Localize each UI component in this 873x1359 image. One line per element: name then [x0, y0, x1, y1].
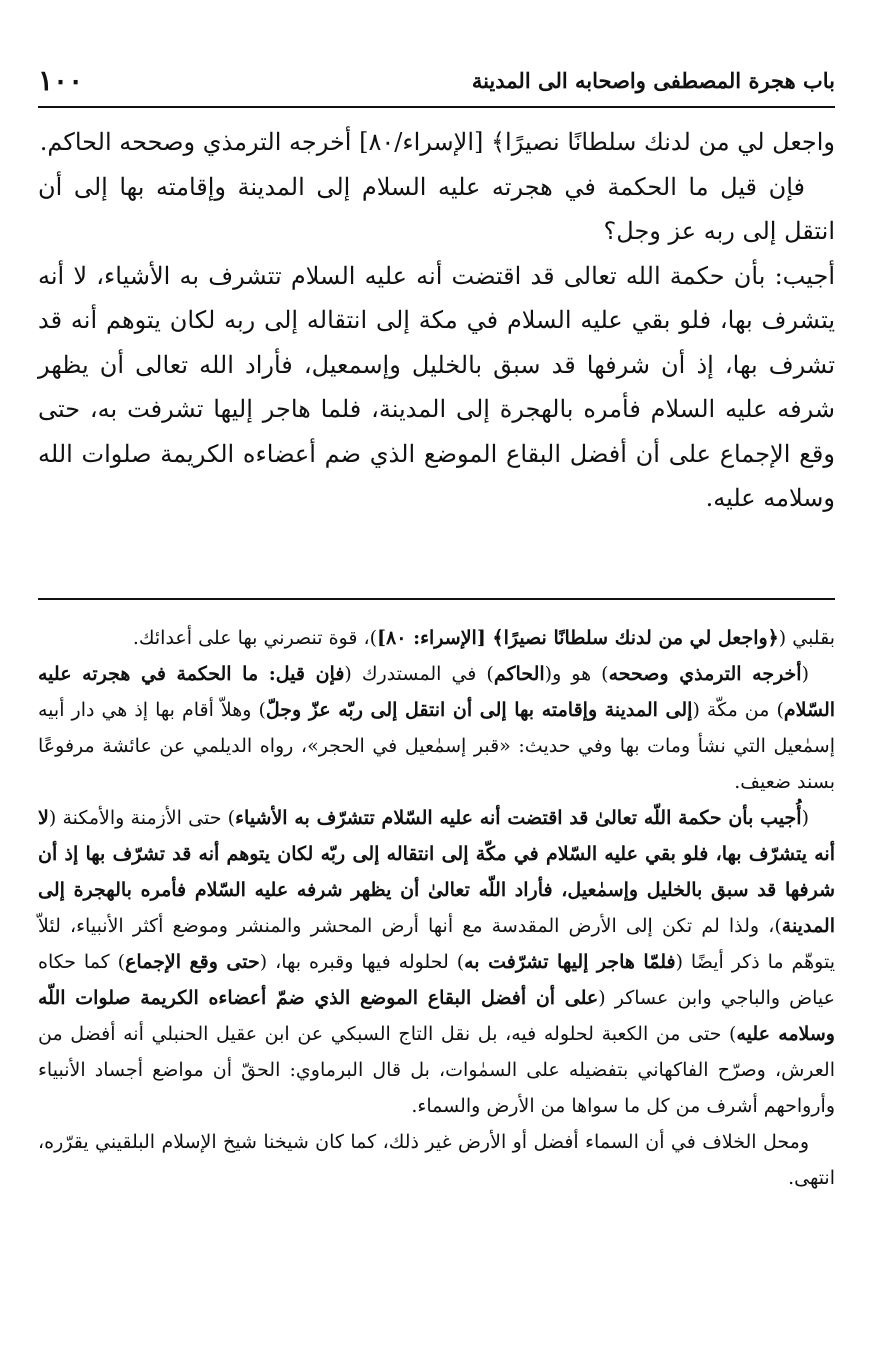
- running-title: باب هجرة المصطفى واصحابه الى المدينة: [471, 67, 835, 93]
- page-header: [38, 58, 835, 102]
- quoted-matn: فلمّا هاجر إليها تشرّفت به: [464, 951, 676, 973]
- commentary-text: ) حتى الأزمنة والأمكنة (: [48, 807, 236, 829]
- commentary-paragraph-4: ومحل الخلاف في أن السماء أفضل أو الأرض غير ذلك، كما كان شيخنا شيخ الإسلام البلقيني يقرّره، انتهى.: [38, 1131, 835, 1189]
- book-page: [38, 0, 835, 1359]
- quoted-matn: الحاكم: [493, 663, 545, 685]
- quoted-verse: ﴿واجعل لي من لدنك سلطانًا نصيرًا﴾ [الإسراء: ٨٠]: [377, 627, 779, 649]
- quoted-matn: أخرجه الترمذي وصححه: [608, 663, 802, 685]
- quoted-matn: على أن أفضل البقاع الموضع الذي ضمّ أعضاءه الكريمة صلوات اللّه وسلامه عليه: [38, 987, 835, 1045]
- commentary-paragraph-3: [38, 800, 835, 1124]
- commentary-text: (: [801, 807, 809, 829]
- commentary-paragraph-1: [38, 620, 835, 656]
- commentary-text: ) كما حكاه عياض والباجي وابن عساكر (: [38, 951, 836, 1009]
- commentary-text: بقلبي (: [778, 627, 835, 649]
- commentary-text: ) لحلوله فيها وقبره بها، (: [259, 951, 465, 973]
- main-paragraph-2: فإن قيل ما الحكمة في هجرته عليه السلام إلى المدينة وإقامته بها إلى أن انتقل إلى ربه عز وجل؟: [38, 172, 835, 245]
- main-paragraph-3: أجيب: بأن حكمة الله تعالى قد اقتضت أنه عليه السلام تتشرف به الأشياء، لا أنه يتشرف بها، فلو بقي عليه السلام في مكة إلى انتقاله إلى ربه لكان يتوهم أنه قد تشرف بها، إذ أن شرفها قد سبق بالخليل وإسمعيل، فأراد الله تعالى أن يظهر شرفه عليه السلام فأمره بالهجرة إلى المدينة، فلما هاجر إليها تشرفت به، حتى وقع الإجماع على أن أفضل البقاع الموضع الذي ضم أعضاءه الكريمة صلوات الله وسلامه عليه.: [38, 261, 835, 512]
- commentary-text: ) في المستدرك (: [344, 663, 494, 685]
- quoted-matn: حتى وقع الإجماع: [125, 951, 260, 973]
- commentary: [38, 620, 835, 1196]
- quoted-matn: أُجيب بأن حكمة اللّه تعالىٰ قد اقتضت أنه عليه السّلام تتشرّف به الأشياء: [235, 807, 802, 829]
- footnote-separator: [38, 598, 835, 600]
- quoted-matn: فإن قيل: ما الحكمة في هجرته عليه السّلام: [38, 663, 836, 721]
- commentary-text: )، ولذا لم تكن إلى الأرض المقدسة مع أنها أرض المحشر والمنشر وموضع أكثر الأنبياء، لئلاّ يتوهّم ما ذكر أيضًا (: [38, 915, 836, 973]
- main-text: [38, 120, 835, 521]
- quoted-matn: لا أنه يتشرّف بها، فلو بقي عليه السّلام في مكّة إلى انتقاله إلى ربّه لكان يتوهم أنه قد تشرّف بها إذ أن شرفها قد سبق بالخليل وإسمٰعيل، فأراد اللّه تعالىٰ أن يظهر شرفه عليه السّلام فأمره بالهجرة إلى المدينة: [38, 807, 835, 937]
- commentary-text: ) وهلاّ أقام بها إذ هي دار أبيه إسمٰعيل التي نشأ ومات بها وفي حديث: «قبر إسمٰعيل في الحجر»، رواه الديلمي عن عائشة مرفوعًا بسند ضعيف.: [38, 699, 835, 793]
- main-paragraph-1: واجعل لي من لدنك سلطانًا نصيرًا﴾ [الإسراء/٨٠] أخرجه الترمذي وصححه الحاكم.: [39, 128, 835, 156]
- commentary-text: ) من مكّة (: [692, 699, 784, 721]
- quoted-matn: إلى المدينة وإقامته بها إلى أن انتقل إلى ربّه عزّ وجلّ: [265, 699, 693, 721]
- page-number: ١٠٠: [38, 63, 84, 97]
- commentary-paragraph-2: [38, 656, 835, 800]
- commentary-text: ) هو و(: [544, 663, 609, 685]
- commentary-text: )، قوة تنصرني بها على أعدائك.: [132, 627, 378, 649]
- commentary-text: (: [801, 663, 810, 685]
- commentary-text: ) حتى من الكعبة لحلوله فيه، بل نقل التاج السبكي عن ابن عقيل الحنبلي أنه أفضل من العرش، وصرّح الفاكهاني بتفضيله على السمٰوات، بل قال البرماوي: الحقّ أن مواضع أجساد الأنبياء وأرواحهم أشرف من كل ما سواها من الأرض والسماء.: [38, 1023, 835, 1117]
- header-rule: [38, 106, 835, 108]
